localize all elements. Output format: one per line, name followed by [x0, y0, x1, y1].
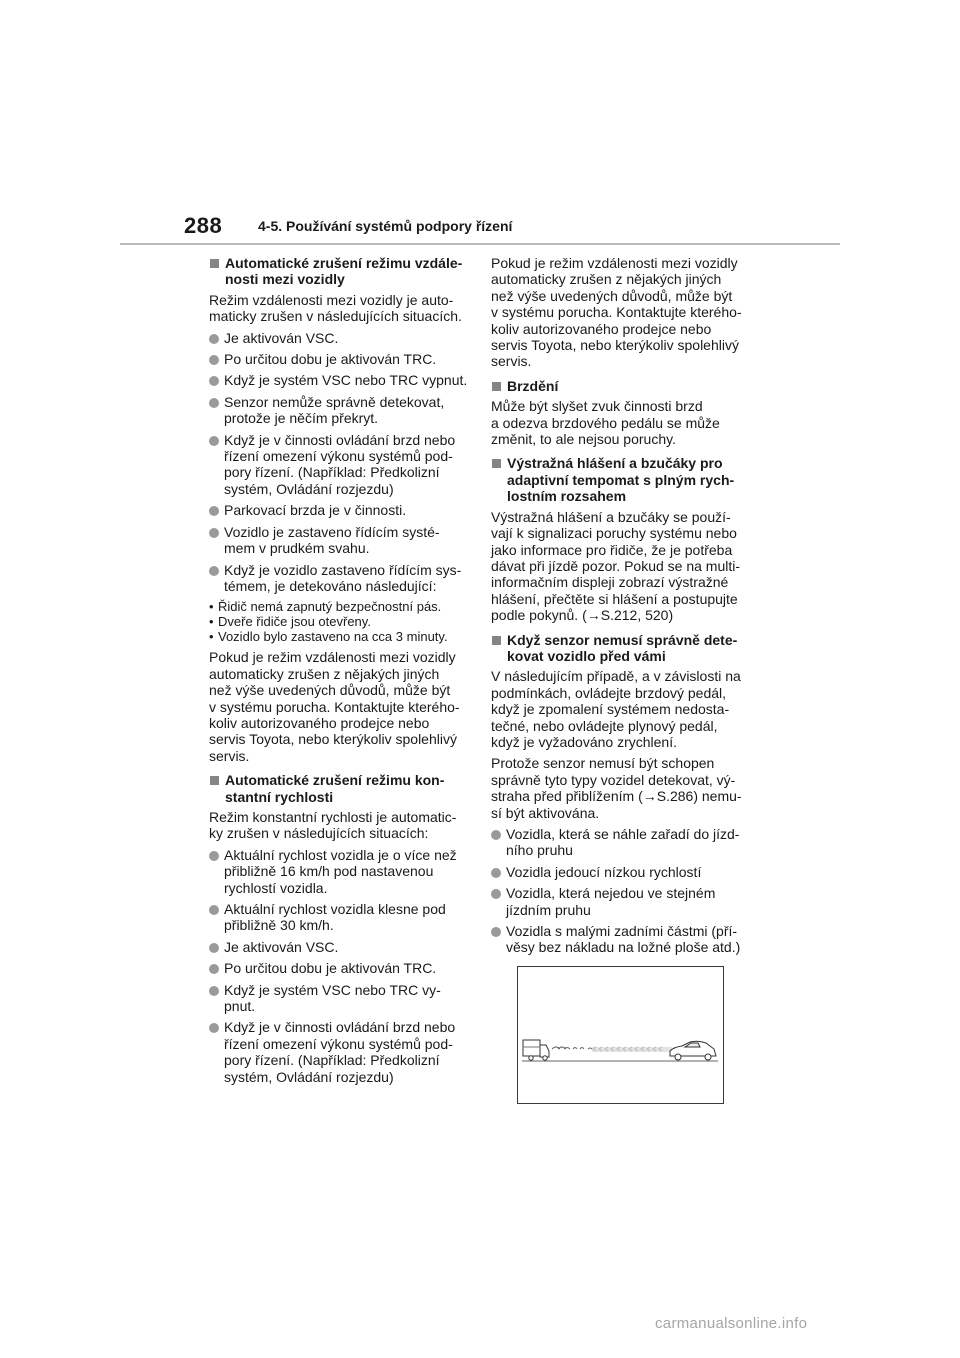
bullet-item — [209, 939, 471, 955]
paragraph: Režim konstantní rychlosti je automatic- ky zrušen v následujících situacích: — [209, 808, 457, 842]
round-bullet-icon — [209, 905, 219, 915]
bullet-list — [209, 330, 471, 595]
round-bullet-icon — [209, 398, 219, 408]
bullet-text: Vozidla s malými zadními částmi (pří- věsy bez nákladu na ložné ploše atd.) — [506, 923, 741, 956]
heading-warnings — [491, 455, 753, 504]
bullet-text: Když je systém VSC nebo TRC vypnut. — [224, 372, 468, 389]
bullet-text: Vozidla jedoucí nízkou rychlostí — [506, 863, 702, 880]
paragraph: Pokud je režim vzdálenosti mezi vozidly automaticky zrušen z nějakých jiných než výše uvedených důvodů, může být v systému porucha. Kontaktujte kterého- koliv autorizovaného prodejce nebo servis Toyota, nebo kterýkoliv spolehlivý servis. — [209, 649, 460, 764]
heading-text: Automatické zrušení režimu vzdále- nosti mezi vozidly — [225, 255, 463, 288]
bullet-text: Aktuální rychlost vozidla je o více než přibližně 16 km/h pod nastavenou rychlostí vozidla. — [224, 846, 457, 896]
bullet-text: Parkovací brzda je v činnosti. — [224, 502, 407, 519]
bullet-item — [209, 372, 471, 388]
bullet-item — [209, 351, 471, 367]
bullet-item — [209, 432, 471, 498]
bullet-text: Když je systém VSC nebo TRC vy- pnut. — [224, 981, 441, 1015]
square-bullet-icon — [210, 259, 219, 268]
paragraph: Pokud je režim vzdálenosti mezi vozidly automaticky zrušen z nějakých jiných než výše uvedených důvodů, může být v systému porucha. Kontaktujte kterého- koliv autorizovaného prodejce nebo servis Toyota, nebo kterýkoliv spolehlivý servis. — [491, 255, 742, 370]
round-bullet-icon — [209, 436, 219, 446]
bullet-text: Senzor nemůže správně detekovat, protože je něčím překryt. — [224, 393, 445, 427]
bullet-text: Vozidlo je zastaveno řídícím systé- mem v prudkém svahu. — [224, 523, 440, 557]
sub-bullet-item: • Dveře řidiče jsou otevřeny. — [209, 614, 371, 630]
bullet-item — [209, 1019, 471, 1085]
round-bullet-icon — [209, 986, 219, 996]
sub-bullet-list — [209, 599, 471, 644]
bullet-item — [491, 864, 753, 880]
bullet-item — [209, 502, 471, 518]
sub-bullet-item: • Řidič nemá zapnutý bezpečnostní pás. — [209, 599, 442, 615]
round-bullet-icon — [209, 506, 219, 516]
heading-text: Výstražná hlášení a bzučáky pro adaptivní tempomat s plným rych- lostním rozsahem — [507, 455, 735, 505]
bullet-item — [209, 524, 471, 557]
bullet-item — [209, 982, 471, 1015]
watermark: carmanualsonline.info — [655, 1315, 808, 1332]
round-bullet-icon — [491, 830, 501, 840]
sub-bullet-item: • Vozidlo bylo zastaveno na cca 3 minuty. — [209, 629, 448, 645]
bullet-text: Je aktivován VSC. — [224, 938, 339, 955]
heading-distance-mode-cancel — [209, 255, 471, 288]
truck-car-radar-icon — [518, 967, 723, 1103]
round-bullet-icon — [209, 376, 219, 386]
round-bullet-icon — [209, 355, 219, 365]
section-title: 4-5. Používání systémů podpory řízení — [258, 218, 513, 234]
round-bullet-icon — [209, 566, 219, 576]
round-bullet-icon — [491, 889, 501, 899]
round-bullet-icon — [491, 868, 501, 878]
bullet-item — [209, 562, 471, 595]
bullet-item — [491, 923, 753, 956]
heading-constant-speed-cancel — [209, 772, 471, 805]
right-column — [491, 255, 753, 961]
paragraph: Protože senzor nemusí být schopen správně tyto typy vozidel detekovat, vý- straha před přiblížením (→S.286) nemu- sí být aktivována. — [491, 755, 742, 821]
bullet-item — [209, 901, 471, 934]
square-bullet-icon — [492, 459, 501, 468]
bullet-text: Po určitou dobu je aktivován TRC. — [224, 960, 437, 977]
paragraph: Výstražná hlášení a bzučáky se použí- vají k signalizaci poruchy systému nebo jako informace pro řidiče, že je potřeba dávat při jízdě pozor. Pokud se na multi- informačním displeji zobrazí výstražné hlášení, přečtěte si hlášení a postupujte podle pokynů. (→S.212, 520) — [491, 508, 741, 624]
bullet-text: Když je v činnosti ovládání brzd nebo řízení omezení výkonu systémů pod- pory řízení. (Například: Předkolizní systém, Ovládání rozjezdu) — [224, 1019, 456, 1085]
bullet-list — [491, 826, 753, 956]
bullet-item — [209, 330, 471, 346]
radar-detection-illustration — [517, 966, 724, 1104]
square-bullet-icon — [492, 382, 501, 391]
round-bullet-icon — [491, 927, 501, 937]
square-bullet-icon — [210, 776, 219, 785]
sub-bullet-text: Vozidlo bylo zastaveno na cca 3 minuty. — [218, 629, 448, 645]
bullet-text: Když je vozidlo zastaveno řídícím sys- témem, je detekováno následující: — [224, 561, 462, 594]
bullet-item — [491, 826, 753, 859]
paragraph: Může být slyšet zvuk činnosti brzd a odezva brzdového pedálu se může změnit, to ale nejsou poruchy. — [491, 398, 720, 448]
bullet-text: Aktuální rychlost vozidla klesne pod přibližně 30 km/h. — [224, 901, 446, 934]
left-column — [209, 255, 471, 1090]
bullet-text: Vozidla, která nejedou ve stejném jízdním pruhu — [506, 885, 716, 918]
sub-bullet-text: Dveře řidiče jsou otevřeny. — [218, 614, 371, 630]
square-bullet-icon — [492, 636, 501, 645]
paragraph: V následujícím případě, a v závislosti na podmínkách, ovládejte brzdový pedál, když je zpomalení systémem nedosta- tečné, nebo ovládejte plynový pedál, když je vyžadováno zrychlení. — [491, 668, 741, 750]
bullet-text: Je aktivován VSC. — [224, 329, 339, 346]
page-number: 288 — [184, 213, 223, 238]
bullet-text: Vozidla, která se náhle zařadí do jízd- ního pruhu — [506, 826, 740, 859]
heading-sensor-detection — [491, 632, 753, 665]
paragraph: Režim vzdálenosti mezi vozidly je auto- maticky zrušen v následujících situacích. — [209, 291, 462, 325]
round-bullet-icon — [209, 943, 219, 953]
heading-braking — [491, 378, 753, 394]
round-bullet-icon — [209, 334, 219, 344]
bullet-text: Po určitou dobu je aktivován TRC. — [224, 351, 437, 368]
round-bullet-icon — [209, 964, 219, 974]
round-bullet-icon — [209, 528, 219, 538]
round-bullet-icon — [209, 851, 219, 861]
sub-bullet-text: Řidič nemá zapnutý bezpečnostní pás. — [218, 599, 442, 615]
bullet-item — [209, 960, 471, 976]
round-bullet-icon — [209, 1023, 219, 1033]
heading-text: Automatické zrušení režimu kon- stantní rychlosti — [225, 772, 445, 805]
bullet-item — [491, 885, 753, 918]
heading-text: Brzdění — [507, 377, 559, 394]
bullet-item — [209, 394, 471, 427]
bullet-list — [209, 847, 471, 1085]
bullet-item — [209, 847, 471, 896]
header-divider — [120, 243, 840, 245]
heading-text: Když senzor nemusí správně dete- kovat vozidlo před vámi — [507, 631, 738, 664]
bullet-text: Když je v činnosti ovládání brzd nebo řízení omezení výkonu systémů pod- pory řízení. (Například: Předkolizní systém, Ovládání rozjezdu) — [224, 431, 456, 497]
